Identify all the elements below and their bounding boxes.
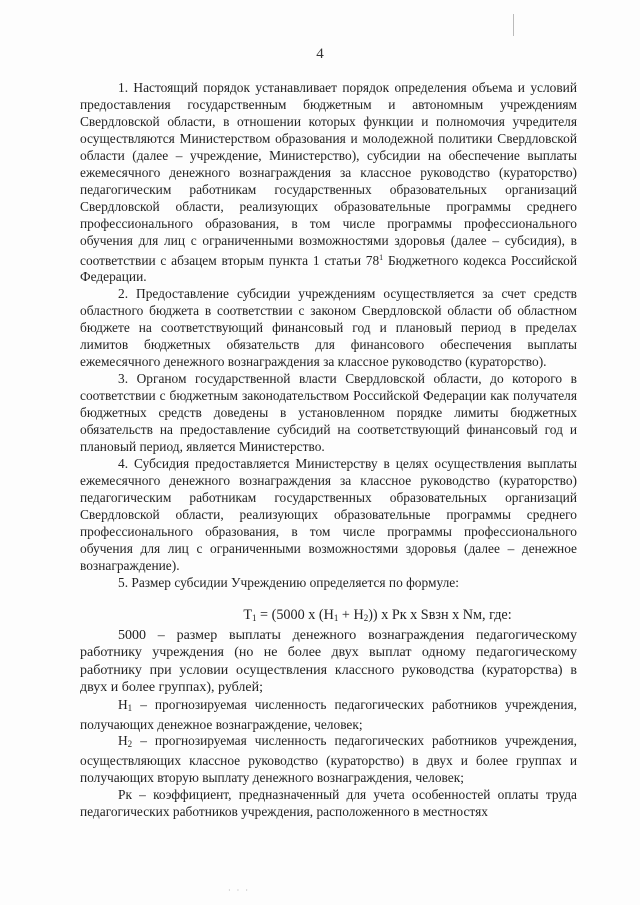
paragraph-1 — [80, 80, 577, 286]
page-number: 4 — [316, 46, 324, 62]
paragraph-1-superscript: 1 — [379, 252, 384, 262]
document-body — [80, 80, 577, 821]
scan-dots: · · · — [228, 886, 250, 895]
definition-h2: $Н_2$ – прогнозируемая численность педагогических работников учреждения, осуществляющих классное руководство (кураторство) в двух и более группах и получающих вторую выплату денежного вознаграждения, человек; — [80, 733, 577, 786]
definition-rk: Рк – коэффициент, предназначенный для учета особенностей оплаты труда педагогических работников учреждения, расположенного в местностях — [80, 787, 577, 820]
paragraph-3: 3. Органом государственной власти Свердловской области, до которого в соответствии с бюджетным законодательством Российской Федерации как получателя бюджетных средств доведены в установленном порядке лимиты бюджетных обязательств на предоставление субсидий на соответствующий финансовый год и плановый период, является Министерство. — [80, 371, 577, 455]
formula: $Т_1 = (5000$ x $(Н_1 + Н_2)$) x Рк x Sвзн x Nм, где: — [243, 606, 512, 623]
paragraph-5: 5. Размер субсидии Учреждению определяется по формуле: — [118, 574, 459, 590]
paragraph-1-text: 1. Настоящий порядок устанавливает порядок определения объема и условий предоставления государственным бюджетным и автономным учреждениям Свердловской области, в отношении которых функции и полномочия учредителя осуществляются Министерством образования и молодежной политики Свердловской области (далее – учреждение, Министерство), субсидии на обеспечение выплаты ежемесячного денежного вознаграждения за классное руководство (кураторство) педагогическим работникам государственных образовательных организаций Свердловской области, реализующих образовательные программы среднего профессионального образования, в том числе программы профессионального обучения для лиц с ограниченными возможностями здоровья (далее – субсидия), в соответствии с абзацем вторым пункта 1 статьи 78 — [80, 80, 577, 268]
paragraph-2: 2. Предоставление субсидии учреждениям осуществляется за счет средств областного бюджета в соответствии с законом Свердловской области об областном бюджете на соответствующий финансовый год и плановый период в пределах лимитов бюджетных обязательств для финансового обеспечения выплаты ежемесячного денежного вознаграждения за классное руководство (кураторство). — [80, 286, 577, 370]
paragraph-4: 4. Субсидия предоставляется Министерству в целях осуществления выплаты ежемесячного денежного вознаграждения за классное руководство (кураторство) педагогическим работникам государственных образовательных организаций Свердловской области, реализующих образовательные программы среднего профессионального образования, в том числе программы профессионального обучения для лиц с ограниченными возможностями здоровья (далее – денежное вознаграждение). — [80, 455, 577, 573]
paragraph-1-end: Бюджетного кодекса Российской Федерации. — [80, 252, 577, 285]
scan-artifact — [513, 14, 514, 36]
definition-h1: $Н_1$ – прогнозируемая численность педагогических работников учреждения, получающих денежное вознаграждение, человек; — [80, 696, 577, 732]
definition-5000: 5000 – размер выплаты денежного вознаграждения педагогическому работнику учреждения (но не более двух выплат одному педагогическому работнику при условии осуществления классного руководства (кураторства) в двух и более группах), рублей; — [80, 627, 577, 696]
